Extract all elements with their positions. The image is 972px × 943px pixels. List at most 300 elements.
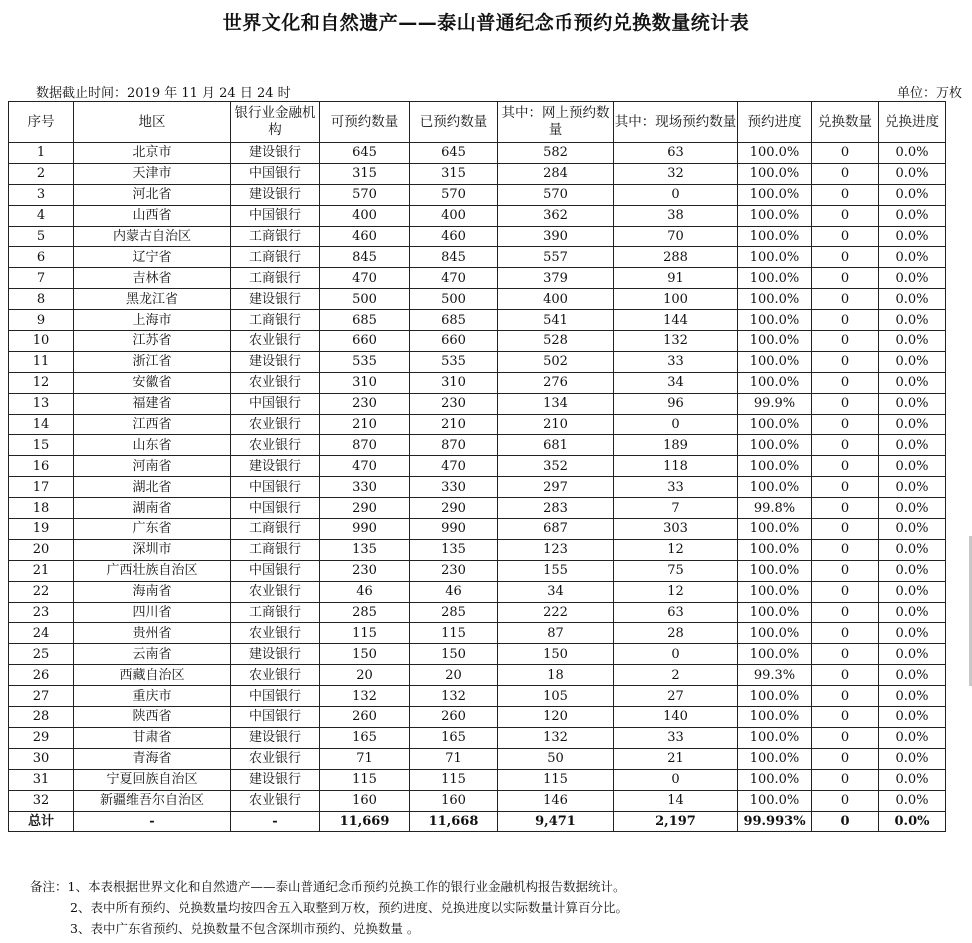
cell-reserved: 315 [410,163,498,184]
cell-online: 134 [498,393,614,414]
cell-available: 285 [320,602,410,623]
cell-reserved: 870 [410,435,498,456]
cell-exchange-progress: 0.0% [879,456,946,477]
cell-progress: 100.0% [738,644,812,665]
cell-bank: 农业银行 [231,331,320,352]
cell-available: 150 [320,644,410,665]
cell-progress: 100.0% [738,581,812,602]
cell-exchanged: 0 [812,665,879,686]
cell-progress: 100.0% [738,310,812,331]
cell-progress: 100.0% [738,435,812,456]
cell-no: 3 [9,184,74,205]
total-cell: 99.993% [738,811,812,832]
cell-exchange-progress: 0.0% [879,372,946,393]
cell-onsite: 0 [614,769,738,790]
cell-reserved: 115 [410,623,498,644]
cell-region: 广东省 [74,519,231,540]
cell-available: 135 [320,539,410,560]
cell-exchange-progress: 0.0% [879,686,946,707]
cell-exchanged: 0 [812,519,879,540]
cell-no: 18 [9,498,74,519]
total-label: 总计 [9,811,74,832]
cell-onsite: 100 [614,289,738,310]
cell-available: 470 [320,268,410,289]
cell-online: 570 [498,184,614,205]
cell-reserved: 285 [410,602,498,623]
cell-reserved: 290 [410,498,498,519]
cell-reserved: 71 [410,748,498,769]
cell-online: 283 [498,498,614,519]
header-cell: 兑换数量 [812,102,879,143]
cell-bank: 工商银行 [231,268,320,289]
cell-bank: 工商银行 [231,226,320,247]
header-cell: 序号 [9,102,74,143]
cell-exchange-progress: 0.0% [879,477,946,498]
cell-onsite: 140 [614,707,738,728]
cell-bank: 农业银行 [231,665,320,686]
cell-exchanged: 0 [812,602,879,623]
cell-no: 23 [9,602,74,623]
cell-bank: 中国银行 [231,686,320,707]
cell-bank: 中国银行 [231,560,320,581]
cell-progress: 100.0% [738,539,812,560]
note-line: 3、表中广东省预约、兑换数量不包含深圳市预约、兑换数量 。 [70,921,420,936]
cell-onsite: 0 [614,184,738,205]
cell-progress: 99.9% [738,393,812,414]
cell-progress: 100.0% [738,351,812,372]
table-row [9,456,946,477]
table-body [9,143,946,812]
total-cell: 9,471 [498,811,614,832]
cell-exchange-progress: 0.0% [879,581,946,602]
cell-onsite: 144 [614,310,738,331]
cell-no: 15 [9,435,74,456]
cell-onsite: 0 [614,644,738,665]
cell-exchange-progress: 0.0% [879,163,946,184]
cell-exchange-progress: 0.0% [879,414,946,435]
cell-progress: 100.0% [738,560,812,581]
cell-bank: 建设银行 [231,184,320,205]
cell-exchange-progress: 0.0% [879,331,946,352]
cell-onsite: 21 [614,748,738,769]
cell-bank: 农业银行 [231,414,320,435]
cell-exchange-progress: 0.0% [879,665,946,686]
cell-available: 535 [320,351,410,372]
cell-progress: 100.0% [738,289,812,310]
cell-exchanged: 0 [812,163,879,184]
cell-reserved: 132 [410,686,498,707]
cell-onsite: 12 [614,581,738,602]
cell-region: 陕西省 [74,707,231,728]
cell-onsite: 96 [614,393,738,414]
cell-reserved: 535 [410,351,498,372]
cell-onsite: 70 [614,226,738,247]
cell-exchange-progress: 0.0% [879,623,946,644]
total-cell: 11,668 [410,811,498,832]
cell-region: 新疆维吾尔自治区 [74,790,231,811]
cell-available: 230 [320,560,410,581]
cell-online: 297 [498,477,614,498]
header-cell: 预约进度 [738,102,812,143]
table-row [9,602,946,623]
cell-online: 210 [498,414,614,435]
cell-region: 福建省 [74,393,231,414]
cell-reserved: 470 [410,268,498,289]
cell-online: 87 [498,623,614,644]
cell-reserved: 330 [410,477,498,498]
cell-available: 685 [320,310,410,331]
cell-exchanged: 0 [812,539,879,560]
cell-region: 黑龙江省 [74,289,231,310]
cell-exchange-progress: 0.0% [879,727,946,748]
cell-no: 17 [9,477,74,498]
cell-exchanged: 0 [812,498,879,519]
cell-onsite: 189 [614,435,738,456]
cell-exchange-progress: 0.0% [879,560,946,581]
page-title: 世界文化和自然遗产——泰山普通纪念币预约兑换数量统计表 [222,12,750,34]
cell-no: 4 [9,205,74,226]
cell-exchanged: 0 [812,351,879,372]
cell-onsite: 63 [614,602,738,623]
table-row [9,665,946,686]
cell-available: 570 [320,184,410,205]
cell-region: 甘肃省 [74,727,231,748]
cell-region: 青海省 [74,748,231,769]
cell-exchanged: 0 [812,331,879,352]
cell-exchanged: 0 [812,310,879,331]
cell-online: 120 [498,707,614,728]
cell-reserved: 160 [410,790,498,811]
cell-onsite: 132 [614,331,738,352]
cell-no: 8 [9,289,74,310]
cell-progress: 100.0% [738,519,812,540]
table-row [9,331,946,352]
cell-online: 400 [498,289,614,310]
cell-progress: 100.0% [738,184,812,205]
table-row [9,372,946,393]
cell-online: 146 [498,790,614,811]
cell-available: 260 [320,707,410,728]
cell-online: 502 [498,351,614,372]
cell-available: 500 [320,289,410,310]
cell-onsite: 63 [614,143,738,164]
cell-progress: 100.0% [738,143,812,164]
cell-onsite: 91 [614,268,738,289]
cell-exchange-progress: 0.0% [879,748,946,769]
table-row [9,707,946,728]
cell-bank: 工商银行 [231,247,320,268]
cell-available: 400 [320,205,410,226]
cell-exchange-progress: 0.0% [879,707,946,728]
cell-region: 湖北省 [74,477,231,498]
header-cell: 可预约数量 [320,102,410,143]
cell-available: 470 [320,456,410,477]
cell-no: 9 [9,310,74,331]
cell-reserved: 115 [410,769,498,790]
cell-progress: 100.0% [738,707,812,728]
cell-region: 河北省 [74,184,231,205]
cell-progress: 100.0% [738,414,812,435]
cell-bank: 建设银行 [231,769,320,790]
cell-bank: 建设银行 [231,143,320,164]
cell-no: 16 [9,456,74,477]
cell-onsite: 0 [614,414,738,435]
cell-available: 845 [320,247,410,268]
total-cell: - [231,811,320,832]
cell-reserved: 400 [410,205,498,226]
cell-online: 528 [498,331,614,352]
cell-no: 19 [9,519,74,540]
header-cell: 已预约数量 [410,102,498,143]
cell-online: 352 [498,456,614,477]
note-line: 备注：1、本表根据世界文化和自然遗产——泰山普通纪念币预约兑换工作的银行业金融机构报告数据统计。 [30,879,626,894]
table-row [9,727,946,748]
cell-online: 681 [498,435,614,456]
cell-exchange-progress: 0.0% [879,644,946,665]
table-row [9,581,946,602]
table-row [9,686,946,707]
cell-reserved: 660 [410,331,498,352]
total-cell: 0 [812,811,879,832]
header-cell: 兑换进度 [879,102,946,143]
cell-available: 210 [320,414,410,435]
cell-bank: 建设银行 [231,351,320,372]
cell-exchange-progress: 0.0% [879,519,946,540]
cell-exchanged: 0 [812,707,879,728]
cell-onsite: 32 [614,163,738,184]
cell-onsite: 303 [614,519,738,540]
cell-online: 557 [498,247,614,268]
table-row [9,289,946,310]
cell-bank: 中国银行 [231,707,320,728]
cell-available: 160 [320,790,410,811]
cell-exchanged: 0 [812,790,879,811]
cell-no: 2 [9,163,74,184]
table-row [9,247,946,268]
total-cell: - [74,811,231,832]
table-row [9,560,946,581]
cell-exchange-progress: 0.0% [879,769,946,790]
cell-available: 315 [320,163,410,184]
cell-reserved: 310 [410,372,498,393]
header-cell: 银行业金融机构 [231,102,320,143]
cell-exchanged: 0 [812,247,879,268]
cell-no: 7 [9,268,74,289]
cell-bank: 建设银行 [231,289,320,310]
cell-reserved: 260 [410,707,498,728]
table-row [9,748,946,769]
cell-onsite: 288 [614,247,738,268]
table-row [9,351,946,372]
cell-onsite: 118 [614,456,738,477]
cell-onsite: 2 [614,665,738,686]
cell-no: 5 [9,226,74,247]
table-row [9,435,946,456]
cell-online: 222 [498,602,614,623]
cell-progress: 100.0% [738,226,812,247]
cell-progress: 100.0% [738,268,812,289]
cell-available: 990 [320,519,410,540]
cell-progress: 100.0% [738,477,812,498]
cell-region: 安徽省 [74,372,231,393]
notes [30,876,628,939]
cell-no: 29 [9,727,74,748]
cell-region: 吉林省 [74,268,231,289]
cell-online: 362 [498,205,614,226]
cell-reserved: 230 [410,393,498,414]
cell-bank: 建设银行 [231,644,320,665]
table-row [9,143,946,164]
cell-bank: 建设银行 [231,456,320,477]
cell-no: 27 [9,686,74,707]
table-row [9,414,946,435]
cell-reserved: 470 [410,456,498,477]
cell-reserved: 150 [410,644,498,665]
cell-available: 20 [320,665,410,686]
cell-available: 165 [320,727,410,748]
cell-no: 26 [9,665,74,686]
cell-exchanged: 0 [812,727,879,748]
cell-progress: 99.8% [738,498,812,519]
cell-exchanged: 0 [812,184,879,205]
cell-onsite: 33 [614,477,738,498]
cell-reserved: 845 [410,247,498,268]
cell-exchanged: 0 [812,393,879,414]
cell-bank: 工商银行 [231,539,320,560]
cell-progress: 100.0% [738,748,812,769]
cell-exchange-progress: 0.0% [879,498,946,519]
cell-exchange-progress: 0.0% [879,351,946,372]
cell-no: 21 [9,560,74,581]
cell-no: 13 [9,393,74,414]
cell-online: 541 [498,310,614,331]
cell-exchanged: 0 [812,477,879,498]
cell-exchange-progress: 0.0% [879,539,946,560]
table-row [9,790,946,811]
cell-exchanged: 0 [812,644,879,665]
cell-bank: 工商银行 [231,602,320,623]
cell-exchange-progress: 0.0% [879,205,946,226]
cell-progress: 100.0% [738,769,812,790]
table-row [9,268,946,289]
cell-exchanged: 0 [812,581,879,602]
cell-online: 390 [498,226,614,247]
cell-bank: 农业银行 [231,790,320,811]
cell-exchange-progress: 0.0% [879,184,946,205]
cell-bank: 中国银行 [231,205,320,226]
cell-exchanged: 0 [812,143,879,164]
cell-online: 276 [498,372,614,393]
table-row [9,205,946,226]
cell-online: 105 [498,686,614,707]
cell-bank: 农业银行 [231,435,320,456]
total-cell: 11,669 [320,811,410,832]
cell-exchanged: 0 [812,226,879,247]
header-cell: 其中：网上预约数量 [498,102,614,143]
cell-progress: 100.0% [738,331,812,352]
cell-exchange-progress: 0.0% [879,247,946,268]
cell-exchange-progress: 0.0% [879,310,946,331]
cell-onsite: 27 [614,686,738,707]
cell-reserved: 645 [410,143,498,164]
cell-exchanged: 0 [812,414,879,435]
cell-region: 天津市 [74,163,231,184]
table-row [9,498,946,519]
cell-online: 582 [498,143,614,164]
cell-onsite: 28 [614,623,738,644]
cell-region: 北京市 [74,143,231,164]
cell-reserved: 685 [410,310,498,331]
cell-region: 辽宁省 [74,247,231,268]
cell-exchanged: 0 [812,205,879,226]
cell-bank: 中国银行 [231,393,320,414]
cell-no: 31 [9,769,74,790]
cell-region: 贵州省 [74,623,231,644]
cell-bank: 农业银行 [231,748,320,769]
cell-reserved: 135 [410,539,498,560]
cell-available: 645 [320,143,410,164]
cutoff-time: 数据截止时间：2019 年 11 月 24 日 24 时 [36,86,291,101]
cell-available: 230 [320,393,410,414]
table-row [9,623,946,644]
note-line: 2、表中所有预约、兑换数量均按四舍五入取整到万枚，预约进度、兑换进度以实际数量计算百分比。 [70,900,628,915]
cell-exchanged: 0 [812,769,879,790]
cell-reserved: 165 [410,727,498,748]
cell-progress: 100.0% [738,686,812,707]
table-row [9,539,946,560]
cell-exchange-progress: 0.0% [879,143,946,164]
cell-exchanged: 0 [812,268,879,289]
cell-exchanged: 0 [812,623,879,644]
cell-onsite: 34 [614,372,738,393]
header-row [9,102,946,143]
cell-progress: 100.0% [738,727,812,748]
cell-bank: 建设银行 [231,727,320,748]
cell-available: 310 [320,372,410,393]
cell-region: 深圳市 [74,539,231,560]
cell-no: 14 [9,414,74,435]
cell-reserved: 460 [410,226,498,247]
cell-region: 海南省 [74,581,231,602]
cell-bank: 工商银行 [231,519,320,540]
cell-exchange-progress: 0.0% [879,289,946,310]
cell-available: 71 [320,748,410,769]
cell-region: 湖南省 [74,498,231,519]
header-cell: 其中：现场预约数量 [614,102,738,143]
cell-available: 660 [320,331,410,352]
cell-reserved: 500 [410,289,498,310]
cell-available: 290 [320,498,410,519]
cell-progress: 100.0% [738,602,812,623]
cell-progress: 100.0% [738,790,812,811]
cell-exchange-progress: 0.0% [879,602,946,623]
cell-online: 34 [498,581,614,602]
cell-region: 西藏自治区 [74,665,231,686]
table-row [9,226,946,247]
table-row [9,393,946,414]
total-cell: 2,197 [614,811,738,832]
table-row [9,477,946,498]
cell-bank: 中国银行 [231,477,320,498]
cell-online: 284 [498,163,614,184]
cell-reserved: 570 [410,184,498,205]
cell-progress: 100.0% [738,623,812,644]
cell-progress: 100.0% [738,372,812,393]
cell-bank: 中国银行 [231,163,320,184]
cell-exchanged: 0 [812,456,879,477]
header-cell: 地区 [74,102,231,143]
table-row [9,310,946,331]
